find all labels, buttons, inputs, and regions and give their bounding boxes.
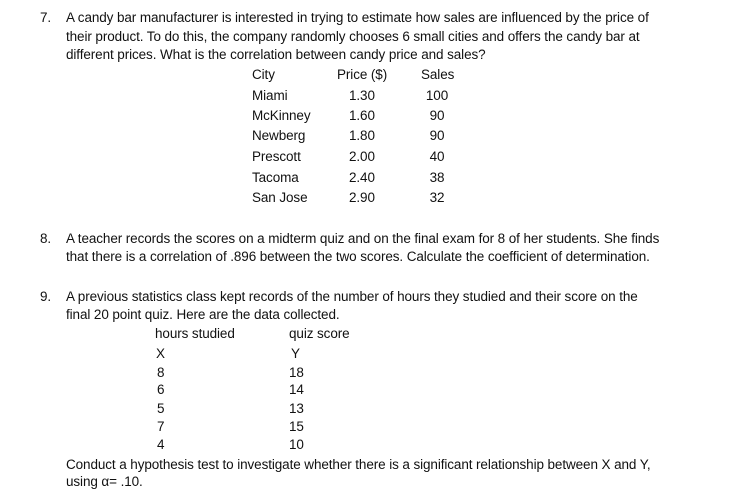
table-cell-city: McKinney bbox=[252, 108, 311, 123]
table-cell-x: 5 bbox=[157, 401, 165, 416]
table-header-y: Y bbox=[291, 346, 300, 361]
table-cell-sales: 32 bbox=[429, 190, 445, 205]
table-cell-city: San Jose bbox=[252, 190, 308, 205]
table-cell-x: 7 bbox=[157, 419, 165, 434]
question-text-line: using α= .10. bbox=[66, 474, 143, 489]
table-cell-sales: 40 bbox=[429, 149, 445, 164]
table-cell-city: Prescott bbox=[252, 149, 301, 164]
table-header-sales: Sales bbox=[421, 67, 455, 82]
table-header-city: City bbox=[252, 67, 275, 82]
table-cell-y: 14 bbox=[289, 382, 304, 397]
table-cell-price: 1.60 bbox=[349, 108, 375, 123]
table-cell-price: 2.00 bbox=[349, 149, 375, 164]
table-cell-price: 1.80 bbox=[349, 128, 375, 143]
table-cell-x: 6 bbox=[157, 382, 165, 397]
question-number: 8. bbox=[40, 231, 52, 246]
table-cell-city: Miami bbox=[252, 88, 288, 103]
question-text-line: A previous statistics class kept records of the number of hours they studied and their score on the bbox=[66, 289, 638, 304]
table-header-quiz: quiz score bbox=[289, 326, 350, 341]
table-cell-y: 13 bbox=[289, 401, 304, 416]
table-cell-city: Tacoma bbox=[252, 170, 299, 185]
table-cell-price: 2.90 bbox=[349, 190, 375, 205]
table-cell-price: 2.40 bbox=[349, 170, 375, 185]
table-cell-y: 18 bbox=[289, 365, 304, 380]
question-text-line: their product. To do this, the company randomly chooses 6 small cities and offers the candy bar at bbox=[66, 29, 640, 44]
table-cell-sales: 100 bbox=[425, 88, 449, 103]
table-header-price: Price ($) bbox=[337, 67, 388, 82]
table-cell-y: 15 bbox=[289, 419, 304, 434]
table-cell-x: 8 bbox=[157, 365, 165, 380]
table-cell-sales: 38 bbox=[429, 170, 445, 185]
question-text-line: Conduct a hypothesis test to investigate whether there is a significant relationship between X and Y, bbox=[66, 457, 651, 472]
table-cell-price: 1.30 bbox=[349, 88, 375, 103]
question-text-line: A teacher records the scores on a midterm quiz and on the final exam for 8 of her students. She finds bbox=[66, 231, 660, 246]
table-cell-sales: 90 bbox=[429, 128, 445, 143]
question-text-line: final 20 point quiz. Here are the data collected. bbox=[66, 307, 340, 322]
question-text-line: A candy bar manufacturer is interested in trying to estimate how sales are influenced by the price of bbox=[66, 10, 649, 25]
question-number: 7. bbox=[40, 10, 52, 25]
table-cell-sales: 90 bbox=[429, 108, 445, 123]
table-header-x: X bbox=[156, 346, 165, 361]
table-cell-y: 10 bbox=[289, 437, 304, 452]
question-text-line: different prices. What is the correlation between candy price and sales? bbox=[66, 47, 486, 62]
table-cell-city: Newberg bbox=[252, 128, 306, 143]
question-text-line: that there is a correlation of .896 between the two scores. Calculate the coefficient of determination. bbox=[66, 249, 650, 264]
table-cell-x: 4 bbox=[157, 437, 165, 452]
question-number: 9. bbox=[40, 289, 52, 304]
table-header-hours: hours studied bbox=[155, 326, 235, 341]
